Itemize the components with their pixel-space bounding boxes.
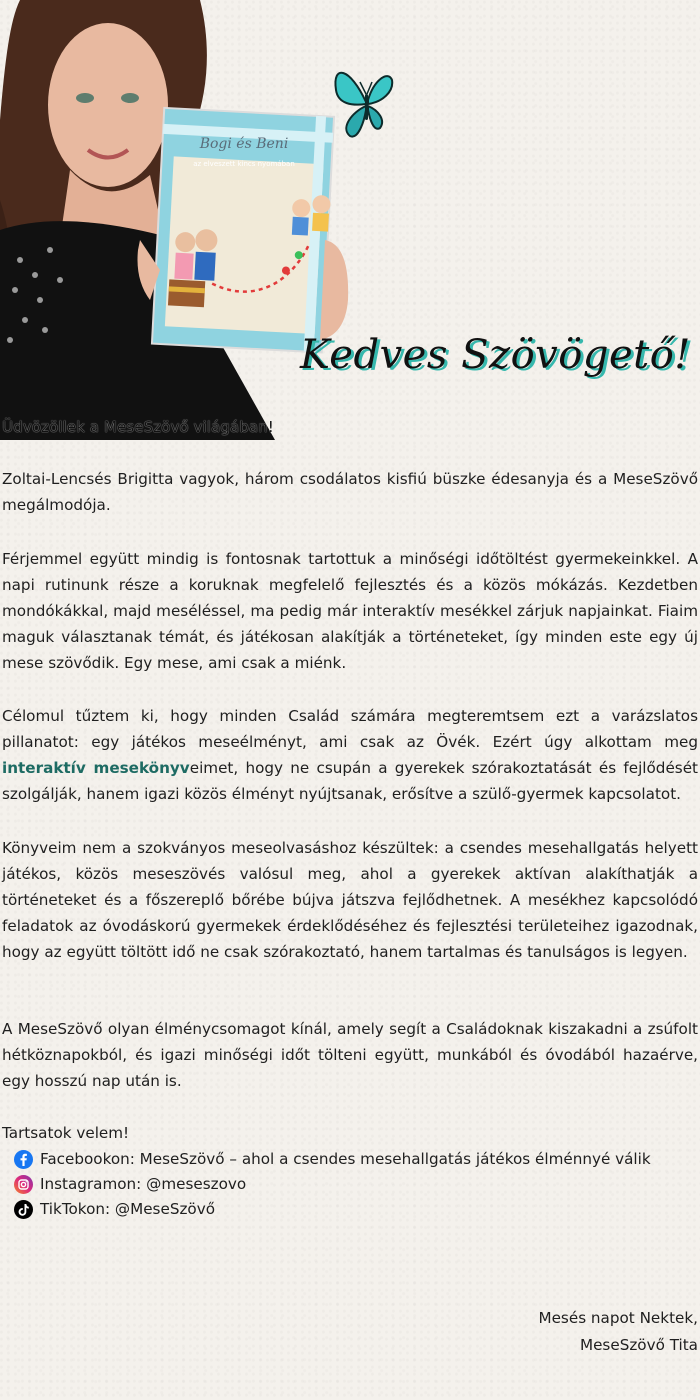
book-subtitle: az elveszett kincs nyomában <box>193 160 295 168</box>
paragraph-goal-text-2: eimet, hogy ne csupán a gyerekek szórakoztatását és fejlődését szolgálják, hanem igazi közös élményt nyújtsanak, erősítve a szülő-gyermek kapcsolatot. <box>2 759 699 803</box>
facebook-text: Facebookon: MeseSzövő – ahol a csendes mesehallgatás játékos élménnyé válik <box>40 1150 651 1168</box>
tiktok-text: TikTokon: @MeseSzövő <box>40 1200 216 1218</box>
signature-greeting: Mesés napot Nektek, <box>538 1309 698 1327</box>
paragraph-goal-text-1: Célomul tűztem ki, hogy minden Család számára megteremtsem ezt a varázslatos pillanatot: egy játékos meseélményt, ami csak az Övék. Ezért úgy alkottam meg <box>2 707 698 751</box>
keep-in-touch: Tartsatok velem! <box>2 1124 130 1142</box>
paragraph-intro: Zoltai-Lencsés Brigitta vagyok, három csodálatos kisfiú büszke édesanyja és a MeseSzövő megálmodója. <box>2 470 698 514</box>
instagram-icon <box>14 1175 33 1194</box>
tiktok-icon <box>14 1200 33 1219</box>
interactive-books-link[interactable]: interaktív mesekönyv <box>2 759 190 777</box>
facebook-link[interactable] <box>14 1146 651 1172</box>
instagram-text: Instagramon: @meseszovo <box>40 1175 247 1193</box>
signature-name: MeseSzövő Tita <box>579 1336 698 1354</box>
book-title: Bogi és Beni <box>199 136 289 152</box>
paragraph-offer: A MeseSzövő olyan élménycsomagot kínál, amely segít a Családoknak kiszakadni a zsúfolt hétköznapokból, és igazi minőségi időt tölteni együtt, munkából és óvodából hazaérve, egy hosszú nap után is. <box>2 1020 698 1090</box>
tiktok-link[interactable] <box>14 1196 215 1222</box>
butterfly-icon <box>330 62 402 142</box>
facebook-icon <box>14 1150 33 1169</box>
paragraph-family: Férjemmel együtt mindig is fontosnak tartottuk a minőségi időtöltést gyermekeinkkel. A napi rutinunk része a koruknak megfelelő fejlesztés és a közös mókázás. Kezdetben mondókákkal, majd meséléssel, ma pedig már interaktív mesékkel zárjuk napjainkat. Fiaim maguk választanak témát, és játékosan alakítják a történeteket, így minden este egy új mese szövődik. Egy mese, ami csak a miénk. <box>2 550 698 672</box>
paragraph-books: Könyveim nem a szokványos meseolvasáshoz készültek: a csendes mesehallgatás helyett játékos, közös meseszövés valósul meg, ahol a gyerekek aktívan alakíthatják a történeteket és a főszereplő bőrébe bújva játszva fejlődhetnek. A mesékhez kapcsolódó feladatok az óvodáskorú gyermekek érdeklődéséhez és fejlesztési területeihez igazodnak, hogy az együtt töltött idő ne csak szórakoztató, hanem tartalmas és tanulságos is legyen. <box>2 839 698 961</box>
headline: Kedves Szövögető! <box>300 332 691 378</box>
instagram-link[interactable] <box>14 1171 246 1197</box>
greeting: Üdvözöllek a MeseSzövő világában! <box>2 418 274 436</box>
paragraph-goal <box>2 703 698 807</box>
